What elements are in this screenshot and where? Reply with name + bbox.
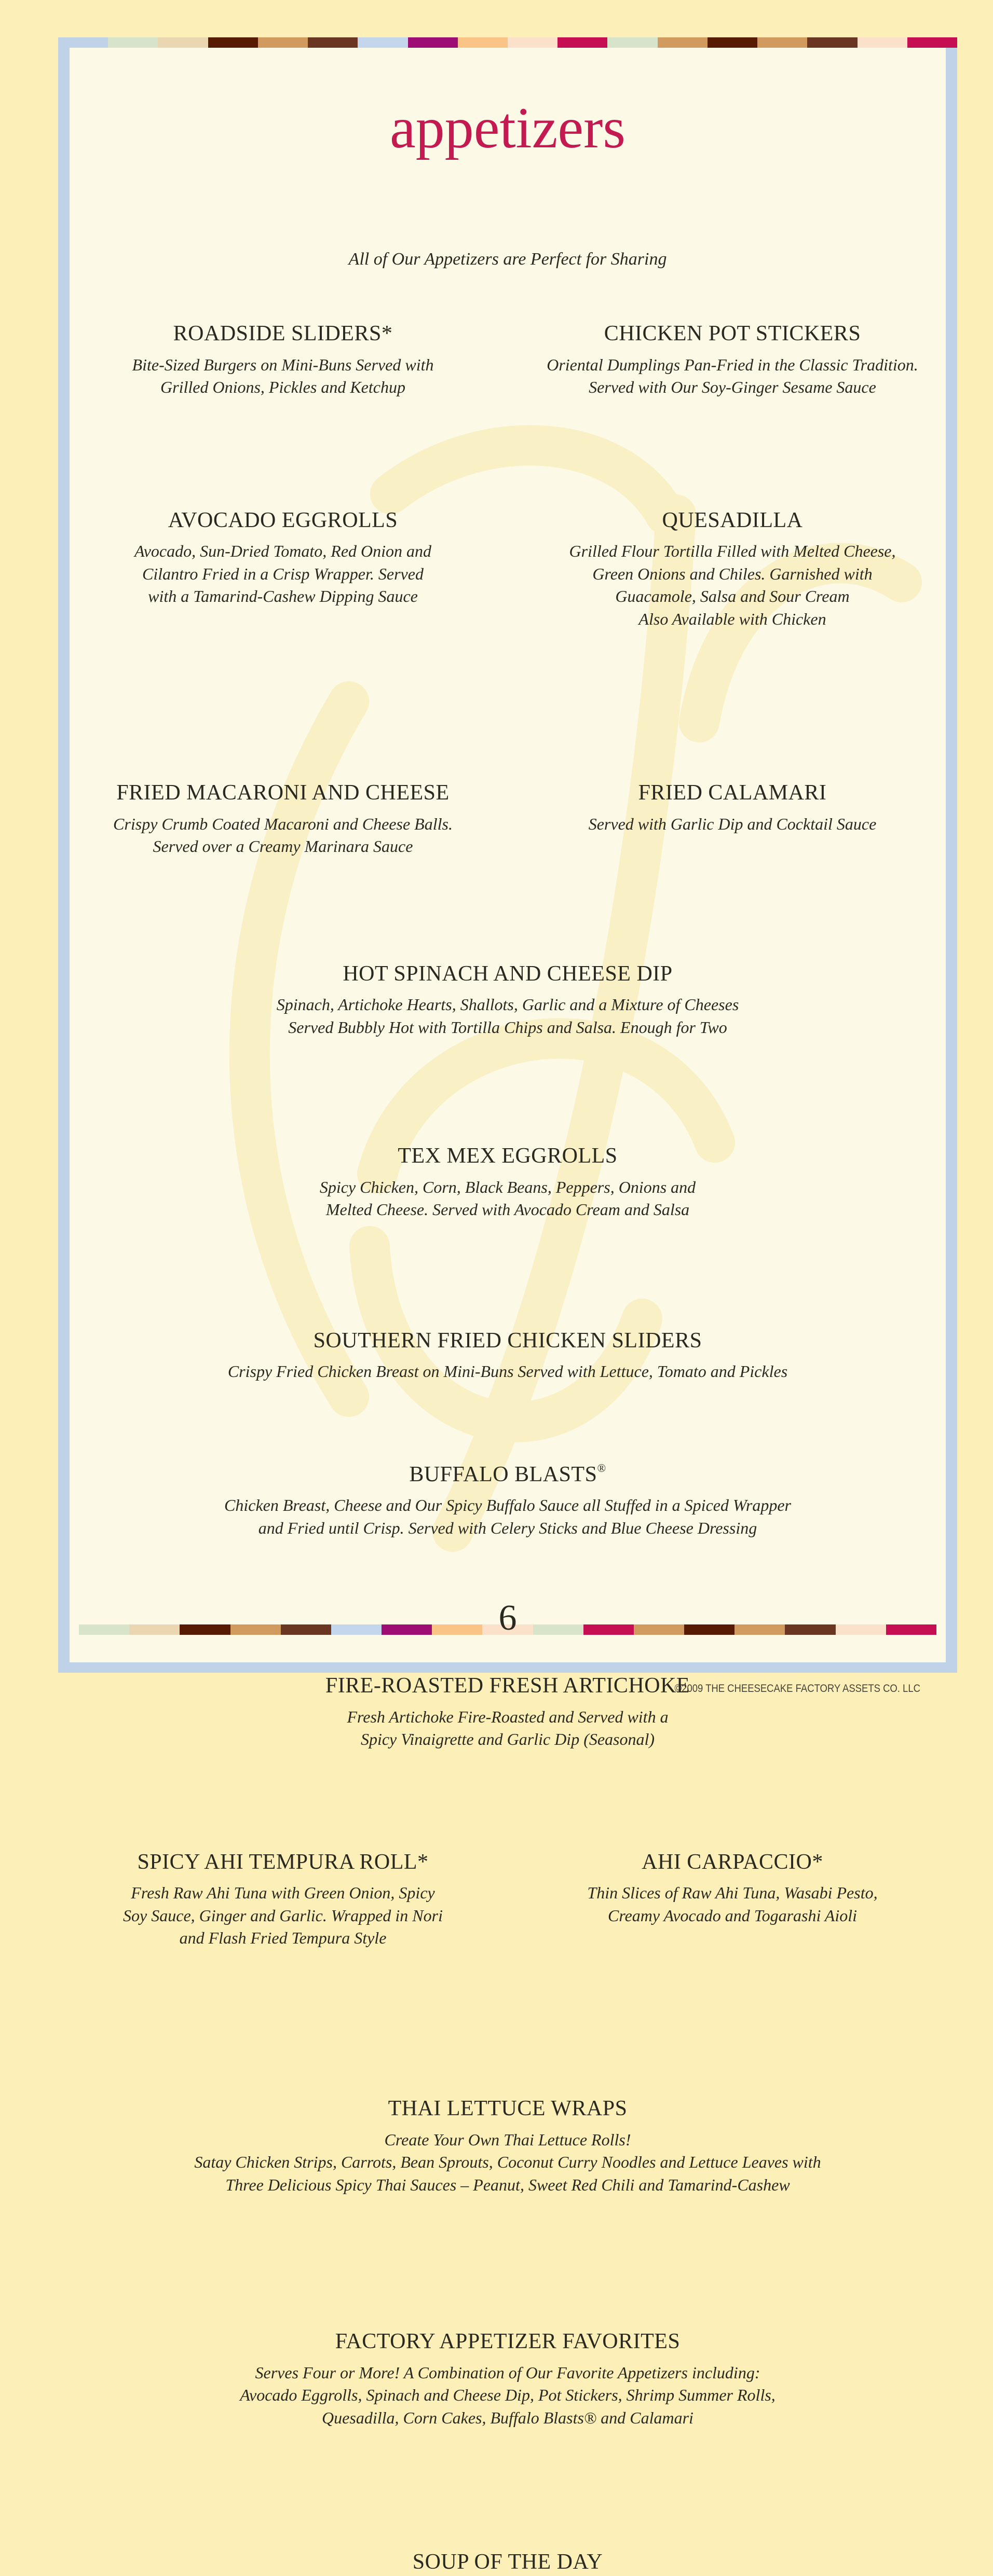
mosaic-tile bbox=[858, 37, 907, 48]
item-desc-line: Guacamole, Salsa and Sour Cream bbox=[615, 587, 850, 606]
item-desc-line: Served with Garlic Dip and Cocktail Sauce bbox=[588, 814, 877, 833]
menu-item bbox=[58, 960, 957, 1039]
item-desc-line: Fresh Raw Ahi Tuna with Green Onion, Spicy bbox=[131, 1883, 435, 1903]
item-desc-line: Served Bubbly Hot with Tortilla Chips and Salsa. Enough for Two bbox=[288, 1017, 727, 1037]
mosaic-tile bbox=[607, 37, 657, 48]
item-desc-line: Served over a Creamy Marinara Sauce bbox=[153, 837, 413, 856]
top-border-strip bbox=[58, 37, 957, 48]
mosaic-tile bbox=[108, 37, 158, 48]
menu-item bbox=[58, 1142, 957, 1221]
item-desc-line: Create Your Own Thai Lettuce Rolls! bbox=[384, 2130, 631, 2149]
item-name: AVOCADO EGGROLLS bbox=[168, 508, 398, 532]
mosaic-tile bbox=[308, 37, 358, 48]
item-name: SOUTHERN FRIED CHICKEN SLIDERS bbox=[313, 1328, 702, 1353]
item-name: TEX MEX EGGROLLS bbox=[398, 1144, 618, 1168]
item-desc-line: and Fried until Crisp. Served with Celery Sticks and Blue Cheese Dressing bbox=[258, 1518, 757, 1537]
item-name: THAI LETTUCE WRAPS bbox=[388, 2097, 628, 2120]
mosaic-tile bbox=[158, 37, 208, 48]
menu-item bbox=[58, 507, 508, 631]
menu-item bbox=[508, 320, 957, 399]
item-desc-line: Crispy Fried Chicken Breast on Mini-Buns Served with Lettuce, Tomato and Pickles bbox=[227, 1362, 788, 1381]
menu-item bbox=[508, 1849, 957, 1950]
mosaic-tile bbox=[258, 37, 308, 48]
item-desc-line: Served with Our Soy-Ginger Sesame Sauce bbox=[589, 378, 876, 397]
item-name: FIRE-ROASTED FRESH ARTICHOKE bbox=[325, 1674, 690, 1698]
item-desc-line: Three Delicious Spicy Thai Sauces – Peanut, Sweet Red Chili and Tamarind-Cashew bbox=[225, 2175, 790, 2194]
menu-item bbox=[58, 1461, 957, 1540]
item-name: SPICY AHI TEMPURA ROLL* bbox=[137, 1850, 429, 1874]
item-name: FRIED MACARONI AND CHEESE bbox=[116, 781, 450, 805]
mosaic-tile bbox=[208, 37, 258, 48]
item-name: FACTORY APPETIZER FAVORITES bbox=[335, 2330, 681, 2354]
page-number: 6 bbox=[498, 1598, 517, 1638]
item-name bbox=[58, 1461, 957, 1489]
item-desc-line: Spicy Vinaigrette and Garlic Dip (Seasonal) bbox=[360, 1730, 655, 1749]
item-desc-line: Quesadilla, Corn Cakes, Buffalo Blasts® and Calamari bbox=[322, 2408, 693, 2427]
menu-item bbox=[508, 779, 957, 858]
item-desc-line: Green Onions and Chiles. Garnished with bbox=[592, 564, 873, 583]
mosaic-tile bbox=[757, 37, 807, 48]
menu-row bbox=[58, 1849, 957, 1950]
mosaic-tile bbox=[907, 37, 957, 48]
item-desc-line: Serves Four or More! A Combination of Our Favorite Appetizers including: bbox=[255, 2363, 760, 2382]
menu-row bbox=[58, 507, 957, 631]
menu-item bbox=[58, 1672, 957, 1751]
item-name: ROADSIDE SLIDERS* bbox=[173, 322, 393, 346]
mosaic-tile bbox=[658, 37, 708, 48]
menu-item bbox=[58, 2549, 957, 2576]
item-name: FRIED CALAMARI bbox=[638, 781, 827, 805]
item-name-text: BUFFALO BLASTS bbox=[409, 1462, 597, 1486]
item-desc-line: Grilled Onions, Pickles and Ketchup bbox=[160, 378, 405, 397]
mosaic-tile bbox=[807, 37, 857, 48]
item-desc-line: Fresh Artichoke Fire-Roasted and Served with a bbox=[347, 1707, 669, 1726]
item-desc-line: Melted Cheese. Served with Avocado Cream and Salsa bbox=[325, 1200, 690, 1219]
item-desc-line: Soy Sauce, Ginger and Garlic. Wrapped in Nori bbox=[123, 1906, 443, 1925]
menu-item bbox=[58, 2328, 957, 2429]
item-desc-line: and Flash Fried Tempura Style bbox=[179, 1928, 387, 1948]
item-desc-line: Oriental Dumplings Pan-Fried in the Classic Tradition. bbox=[547, 355, 918, 374]
item-name: SOUP OF THE DAY bbox=[412, 2550, 603, 2574]
item-desc-line: Satay Chicken Strips, Carrots, Bean Sprouts, Coconut Curry Noodles and Lettuce Leaves with bbox=[194, 2153, 821, 2172]
menu-item bbox=[58, 2095, 957, 2196]
page-title: appetizers bbox=[390, 96, 625, 160]
frame-border-right bbox=[946, 47, 957, 1673]
mosaic-tile bbox=[708, 37, 757, 48]
menu-row bbox=[58, 779, 957, 858]
registered-mark: ® bbox=[597, 1461, 606, 1475]
item-desc-line: with a Tamarind-Cashew Dipping Sauce bbox=[148, 587, 418, 606]
mosaic-tile bbox=[508, 37, 557, 48]
item-name: CHICKEN POT STICKERS bbox=[604, 322, 861, 346]
item-desc-line: Spicy Chicken, Corn, Black Beans, Peppers, Onions and bbox=[319, 1177, 696, 1196]
item-desc-line: Cilantro Fried in a Crisp Wrapper. Served bbox=[142, 564, 424, 583]
item-desc-line: Avocado Eggrolls, Spinach and Cheese Dip, Pot Stickers, Shrimp Summer Rolls, bbox=[240, 2386, 776, 2405]
menu-row bbox=[58, 320, 957, 399]
menu-item bbox=[58, 1849, 508, 1950]
mosaic-tile bbox=[557, 37, 607, 48]
item-desc-line: Also Available with Chicken bbox=[638, 609, 826, 628]
menu-item bbox=[58, 320, 508, 399]
item-desc-line: Bite-Sized Burgers on Mini-Buns Served with bbox=[132, 355, 434, 374]
item-desc-line: Grilled Flour Tortilla Filled with Melted Cheese, bbox=[569, 542, 896, 561]
mosaic-tile bbox=[58, 37, 108, 48]
frame-border-bottom bbox=[58, 1662, 957, 1673]
item-name: HOT SPINACH AND CHEESE DIP bbox=[343, 961, 673, 986]
item-desc-line: Avocado, Sun-Dried Tomato, Red Onion and bbox=[134, 542, 432, 561]
menu-item bbox=[58, 1327, 957, 1383]
item-desc-line: Creamy Avocado and Togarashi Aioli bbox=[607, 1906, 858, 1925]
frame-border-left bbox=[58, 47, 70, 1673]
copyright-notice: ©2009 THE CHEESECAKE FACTORY ASSETS CO. LLC bbox=[674, 1683, 920, 1695]
item-desc-line: Chicken Breast, Cheese and Our Spicy Buffalo Sauce all Stuffed in a Spiced Wrapper bbox=[224, 1496, 791, 1515]
mosaic-tile bbox=[358, 37, 407, 48]
menu-item bbox=[58, 779, 508, 858]
page-subtitle: All of Our Appetizers are Perfect for Sharing bbox=[348, 250, 667, 269]
item-name: AHI CARPACCIO* bbox=[642, 1850, 823, 1874]
item-desc-line: Thin Slices of Raw Ahi Tuna, Wasabi Pesto, bbox=[587, 1883, 878, 1903]
item-desc-line: Spinach, Artichoke Hearts, Shallots, Garlic and a Mixture of Cheeses bbox=[276, 995, 739, 1014]
mosaic-tile bbox=[458, 37, 508, 48]
mosaic-tile bbox=[408, 37, 458, 48]
item-desc-line: Crispy Crumb Coated Macaroni and Cheese Balls. bbox=[113, 814, 453, 833]
menu-item bbox=[508, 507, 957, 631]
item-name: QUESADILLA bbox=[662, 508, 803, 532]
